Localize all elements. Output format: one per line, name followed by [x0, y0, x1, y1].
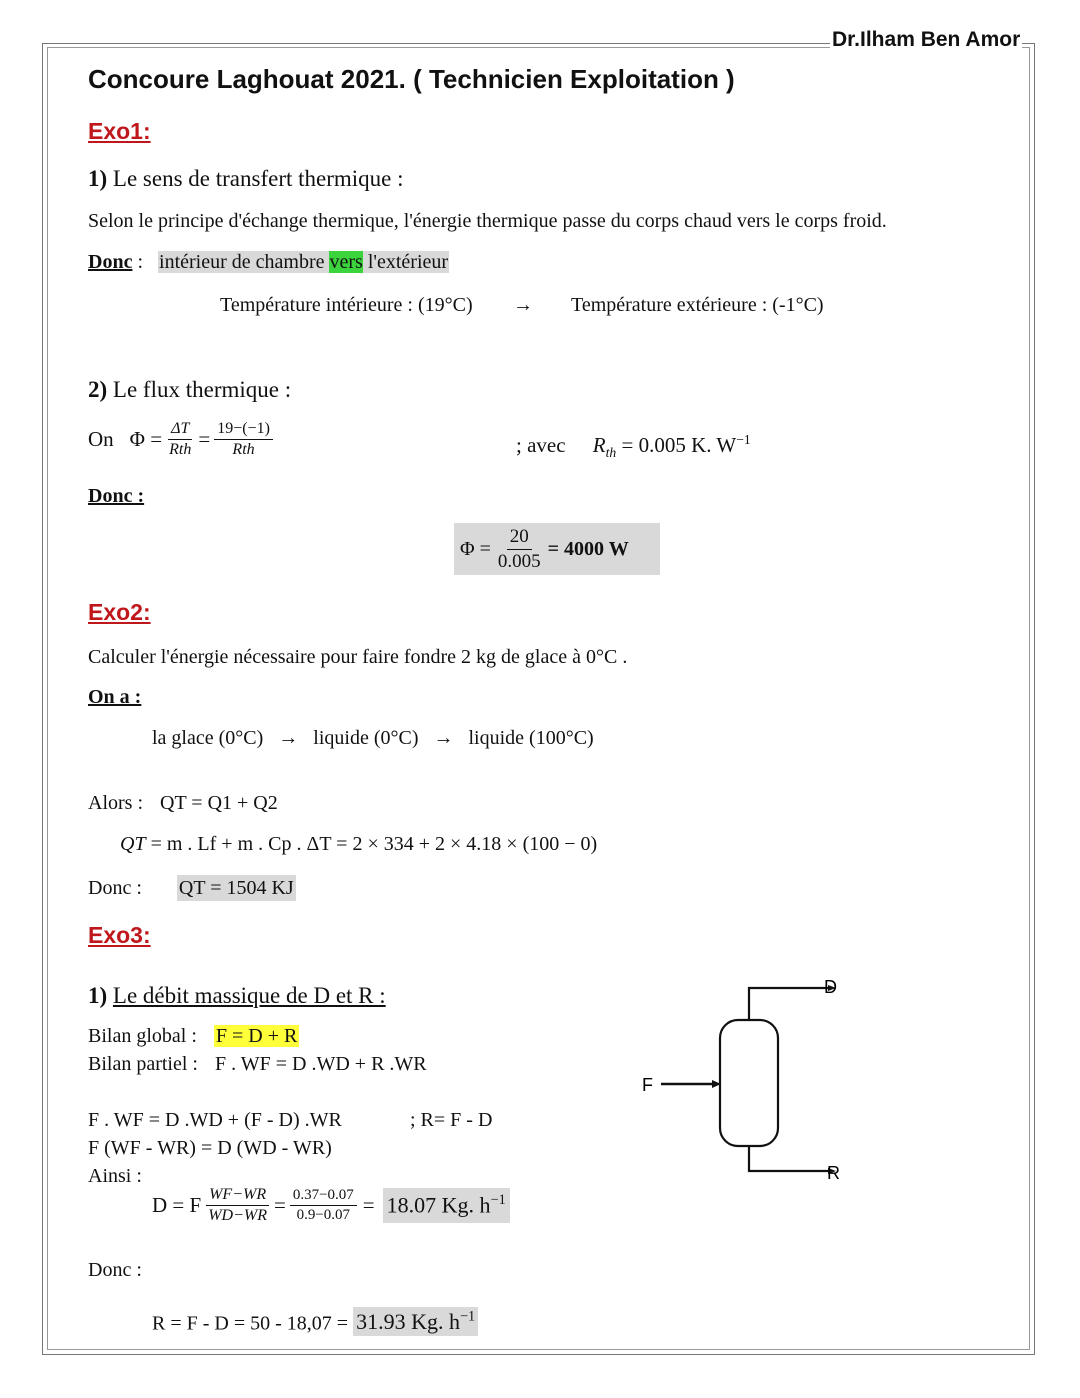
- exo1-q1-number: 1): [88, 166, 108, 191]
- exo3-d-result-box: [383, 1188, 510, 1222]
- column-vessel: [720, 1020, 778, 1146]
- exo3-d-frac1-den: WD−WR: [208, 1207, 267, 1224]
- exo1-avec: ; avec: [516, 433, 566, 457]
- exo3-q1-number: 1): [88, 983, 108, 1008]
- exo1-question2: [88, 377, 291, 403]
- exo3-d-formula: D = F $\frac{WF-WR}{WD-WR}$ = $\frac{0.37-0.07}{0.9-0.07}$ = 18.07 Kg. $h^{-1}$: [152, 1186, 510, 1225]
- exo1-result-num: 20: [507, 526, 532, 550]
- exo3-d-result: 18.07 Kg. h: [386, 1192, 491, 1218]
- exo3-d-result-exp: −1: [490, 1192, 506, 1209]
- exo3-d-lhs: D = F: [152, 1193, 202, 1217]
- exo1-answer-part1: intérieur de chambre: [159, 251, 330, 273]
- exo2-on-a: On a :: [88, 686, 142, 708]
- label-f: F: [642, 1075, 653, 1095]
- exo3-d-frac2-num: 0.37−0.07: [290, 1187, 357, 1206]
- label-d: D: [824, 977, 837, 997]
- exo2-formula: = m . Lf + m . Cp . ΔT = 2 × 334 + 2 × 4.18 × (100 − 0): [150, 833, 598, 855]
- exo2-sum-eq: QT = Q1 + Q2: [160, 792, 278, 814]
- exo3-bilan-partiel-label: Bilan partiel :: [88, 1053, 198, 1075]
- exo1-equal: =: [198, 427, 211, 451]
- exo3-d-frac1: [205, 1186, 270, 1225]
- distillation-column-diagram: [630, 970, 860, 1190]
- exo3-donc: Donc :: [88, 1259, 142, 1281]
- exo3-d-frac2: [290, 1187, 357, 1224]
- exo3-d-eq: =: [273, 1193, 286, 1217]
- exo2-heading: Exo2:: [88, 599, 151, 625]
- exo1-donc-colon: :: [132, 251, 144, 273]
- exo2-alors: Alors :: [88, 792, 143, 814]
- exo1-result-value: = 4000 W: [547, 537, 629, 560]
- label-r: R: [827, 1163, 840, 1183]
- author: Dr.Ilham Ben Amor: [832, 28, 1021, 51]
- exo1-result-box: [454, 523, 660, 575]
- exo1-phi: Φ =: [129, 427, 163, 451]
- page-title: Concoure Laghouat 2021. ( Technicien Exploitation ): [88, 64, 735, 94]
- exo1-frac2: [214, 420, 273, 459]
- exo3-question1: [88, 983, 386, 1009]
- exo3-d-frac1-num: WF−WR: [206, 1186, 269, 1206]
- exo1-frac1: [166, 420, 194, 459]
- exo2-phase1: la glace (0°C): [152, 727, 264, 749]
- exo2-formula-line: [120, 833, 597, 856]
- exo1-rth-exp: −1: [736, 432, 751, 447]
- exo3-line1: F . WF = D .WD + (F - D) .WR: [88, 1109, 342, 1131]
- exo2-alors-line: [88, 792, 278, 815]
- exo3-bilan-global-eq: F = D + R: [215, 1025, 298, 1047]
- exo3-line2: F (WF - WR) = D (WD - WR): [88, 1137, 332, 1159]
- exo1-donc-line: [88, 251, 449, 274]
- exo2-donc-line: [88, 877, 296, 900]
- exo1-q2-number: 2): [88, 377, 108, 402]
- exo2-donc: Donc :: [88, 877, 142, 899]
- exo3-line1-note: ; R= F - D: [410, 1109, 493, 1131]
- exo2-phases: [152, 727, 594, 750]
- exo3-bilan-global: [88, 1025, 299, 1048]
- exo2-result: QT = 1504 KJ: [178, 877, 294, 899]
- exo1-temp-out: Température extérieure : (-1°C): [571, 294, 824, 316]
- exo1-answer-part3: l'extérieur: [362, 251, 449, 273]
- exo1-rth-symbol: $R_{th}$: [592, 433, 617, 461]
- exo1-answer-vers: vers: [329, 251, 363, 273]
- exo3-r-result-box: [353, 1307, 478, 1336]
- exo3-heading: Exo3:: [88, 922, 151, 948]
- exo1-heading: Exo1:: [88, 118, 151, 144]
- exo3-bilan-global-label: Bilan global :: [88, 1025, 197, 1047]
- exo3-d-frac2-den: 0.9−0.07: [296, 1207, 351, 1223]
- distillate-line: [749, 988, 828, 1020]
- exo3-bilan-partiel: [88, 1053, 427, 1076]
- exo3-r-eq: R = F - D = 50 - 18,07 =: [152, 1312, 349, 1335]
- exo2-formula-lhs: QT: [120, 833, 146, 855]
- exo2-statement: Calculer l'énergie nécessaire pour faire fondre 2 kg de glace à 0°C .: [88, 646, 628, 668]
- exo2-arrow2: →: [433, 727, 454, 749]
- exo3-r-result-exp: −1: [459, 1309, 476, 1325]
- exo3-r-result: 31.93 Kg. h: [356, 1309, 460, 1335]
- exo1-result-den: 0.005: [497, 550, 541, 572]
- exo1-arrow: →: [513, 294, 533, 316]
- exo2-arrow1: →: [278, 727, 299, 749]
- exo1-frac1-den: Rth: [169, 441, 192, 458]
- exo1-on: On: [88, 427, 114, 451]
- exo1-frac2-num: 19−(−1): [214, 420, 273, 440]
- exo1-frac1-num: ΔT: [168, 420, 192, 440]
- exo1-answer: [158, 251, 449, 273]
- exo1-donc2: Donc :: [88, 485, 145, 507]
- exo1-donc-label: Donc: [88, 251, 133, 273]
- exo3-r-line: [152, 1309, 478, 1335]
- exo1-rth-value: = 0.005 K. W: [621, 433, 737, 457]
- residue-line: [749, 1146, 828, 1171]
- exo2-phase2: liquide (0°C): [313, 727, 419, 749]
- exo1-result-frac: [495, 526, 544, 573]
- exo3-q1-text: Le débit massique de D et R :: [112, 983, 386, 1008]
- exo1-question1: [88, 166, 404, 192]
- exo1-frac2-den: Rth: [232, 441, 255, 458]
- exo1-flux-formula: [88, 420, 277, 459]
- exo3-bilan-partiel-eq: F . WF = D .WD + R .WR: [214, 1053, 427, 1075]
- exo3-ainsi: Ainsi :: [88, 1165, 142, 1187]
- exo1-result-phi: Φ =: [460, 537, 491, 560]
- exo1-q2-text: Le flux thermique :: [107, 377, 292, 402]
- exo2-phase3: liquide (100°C): [468, 727, 594, 749]
- exo1-temp-in: Température intérieure : (19°C): [220, 294, 473, 316]
- exo1-principle: Selon le principe d'échange thermique, l'énergie thermique passe du corps chaud vers le corps froid.: [88, 210, 887, 232]
- exo1-avec-line: [516, 432, 751, 461]
- exo1-q1-text: Le sens de transfert thermique :: [107, 166, 404, 191]
